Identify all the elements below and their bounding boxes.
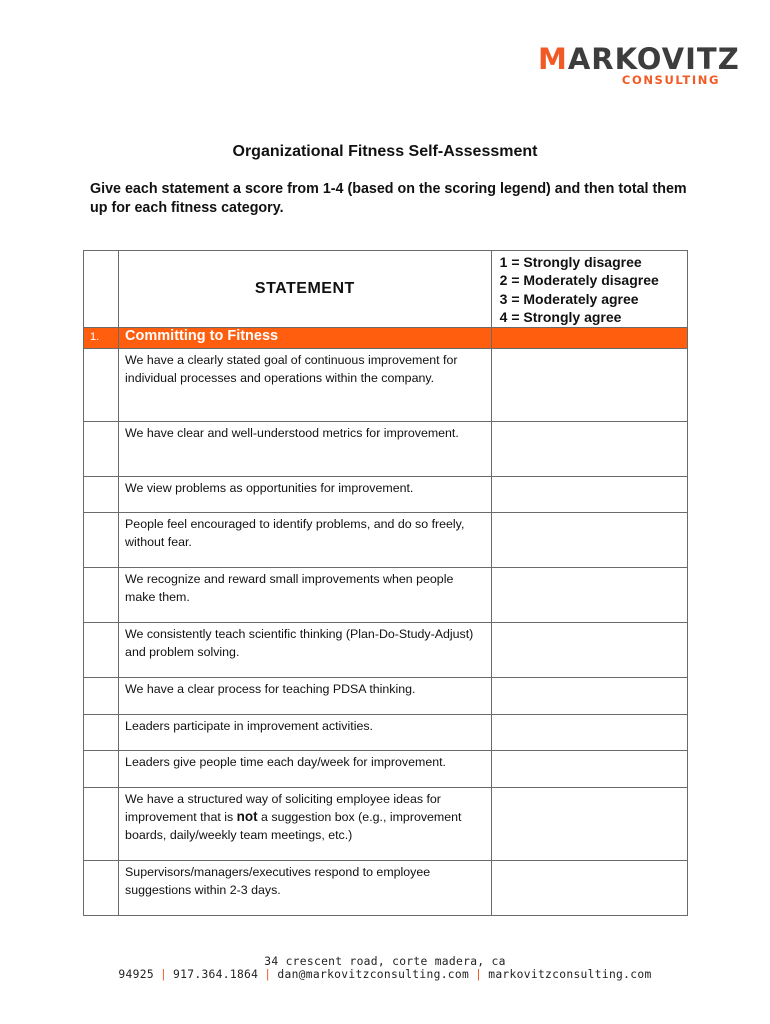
table-row [84,622,688,677]
company-logo [538,42,740,87]
footer-address: 34 crescent road, corte madera, ca 94925 [118,955,506,981]
assessment-table [83,250,688,916]
footer-separator: | [159,968,168,981]
instructions: Give each statement a score from 1-4 (based on the scoring legend) and then total them up for each fitness category. [90,181,687,216]
table-row [84,567,688,622]
statement-text: We have a clearly stated goal of continuous improvement for individual processes and operations within the company. [119,348,492,421]
statement-text: Supervisors/managers/executives respond to employee suggestions within 2-3 days. [119,860,492,915]
statement-text: Leaders give people time each day/week for improvement. [119,750,492,787]
score-cell[interactable] [491,567,687,622]
category-title: Committing to Fitness [119,327,492,348]
page-title: Organizational Fitness Self-Assessment [232,143,538,160]
score-cell[interactable] [491,622,687,677]
statement-text: Leaders participate in improvement activities. [119,714,492,750]
table-row [84,476,688,512]
table-row [84,348,688,421]
score-cell[interactable] [491,348,687,421]
table-row [84,750,688,787]
statement-text: We have clear and well-understood metrics for improvement. [119,421,492,476]
category-row [84,327,688,348]
footer-website[interactable]: markovitzconsulting.com [488,968,652,981]
legend-item: 1 = Strongly disagree [499,254,642,270]
statement-text: We recognize and reward small improvements when people make them. [119,567,492,622]
statement-text: We view problems as opportunities for improvement. [119,476,492,512]
legend-item: 2 = Moderately disagree [499,272,659,289]
category-score-cell [491,327,687,348]
category-number: 1. [84,327,119,348]
footer-contact [0,955,770,981]
footer-separator: | [264,968,272,981]
score-cell[interactable] [491,677,687,714]
table-row [84,714,688,750]
score-cell[interactable] [491,476,687,512]
logo-name: ARKOVITZ [567,42,740,76]
logo-wordmark [538,42,740,76]
table-row [84,860,688,915]
emphasis-not: not [236,808,258,824]
score-cell[interactable] [491,714,687,750]
table-header-row [84,251,688,328]
score-cell[interactable] [491,750,687,787]
header-number-cell [84,251,119,328]
statement-text: People feel encouraged to identify problems, and do so freely, without fear. [119,512,492,567]
score-cell[interactable] [491,860,687,915]
legend-item: 4 = Strongly agree [499,309,622,326]
table-row [84,512,688,567]
footer-phone: 917.364.1864 [173,968,259,981]
score-cell[interactable] [491,787,687,860]
table-row [84,677,688,714]
footer-email[interactable]: dan@markovitzconsulting.com [277,968,470,981]
scoring-legend [491,251,687,328]
table-row [84,421,688,476]
score-cell[interactable] [491,512,687,567]
logo-subtitle: CONSULTING [621,73,720,87]
header-statement: STATEMENT [119,251,492,328]
footer-separator: | [475,968,483,981]
logo-initial: M [538,42,568,76]
table-row [84,787,688,860]
legend-item: 3 = Moderately agree [499,290,639,307]
score-cell[interactable] [491,421,687,476]
statement-text: We consistently teach scientific thinking (Plan-Do-Study-Adjust) and problem solving. [119,622,492,677]
statement-text: We have a structured way of soliciting employee ideas for improvement that is not a suggestion box (e.g., improvement boards, daily/weekly team meetings, etc.) [119,787,492,860]
statement-text: We have a clear process for teaching PDSA thinking. [119,677,492,714]
